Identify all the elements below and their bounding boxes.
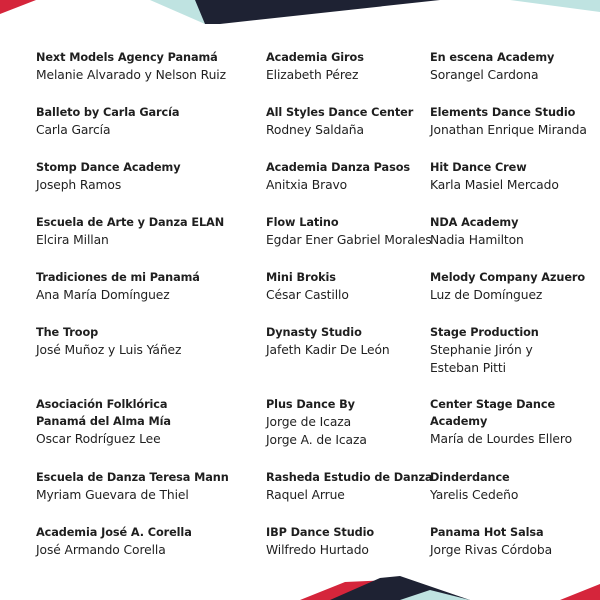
directory-entry [266, 214, 432, 249]
directory-entry [430, 159, 559, 194]
academy-name: Escuela de Arte y Danza ELAN [36, 216, 225, 229]
academy-name: Dynasty Studio [266, 326, 362, 339]
academy-name: Dinderdance [430, 471, 510, 484]
directory-entry [266, 396, 367, 449]
director-name: Myriam Guevara de Thiel [36, 488, 189, 502]
directory-entry [266, 104, 413, 139]
academy-name: Balleto by Carla García [36, 106, 180, 119]
academy-name: Academia José A. Corella [36, 526, 192, 539]
directory-entry [266, 159, 410, 194]
directory-entry [36, 49, 226, 84]
academy-name: IBP Dance Studio [266, 526, 375, 539]
director-name: Jorge de Icaza [266, 415, 352, 429]
directory-entry [36, 214, 224, 249]
director-name: Anitxia Bravo [266, 178, 348, 192]
academy-name: Flow Latino [266, 216, 339, 229]
director-name: Jorge Rivas Córdoba [430, 543, 553, 557]
director-name: Joseph Ramos [36, 178, 122, 192]
academy-name: Center Stage Dance [430, 398, 556, 411]
academy-name: Elements Dance Studio [430, 106, 576, 119]
bottom-red-right-shape [560, 584, 600, 600]
directory-entry [430, 214, 524, 249]
academy-name: NDA Academy [430, 216, 519, 229]
directory-entry [266, 269, 349, 304]
academy-name: Academia Giros [266, 51, 364, 64]
directory-entry [266, 49, 364, 84]
top-mint-right-shape [510, 0, 600, 12]
director-name: María de Lourdes Ellero [430, 432, 572, 446]
academy-name: All Styles Dance Center [266, 106, 414, 119]
top-red-shape [0, 0, 36, 14]
directory-entry [430, 104, 587, 139]
director-name: Karla Masiel Mercado [430, 178, 559, 192]
directory-entry [36, 159, 180, 194]
director-name: Elizabeth Pérez [266, 68, 359, 82]
director-name: César Castillo [266, 288, 349, 302]
academy-name: The Troop [36, 326, 99, 339]
academy-name: Melody Company Azuero [430, 271, 586, 284]
academy-name: Hit Dance Crew [430, 161, 527, 174]
director-name: Luz de Domínguez [430, 288, 543, 302]
academy-name: Tradiciones de mi Panamá [36, 271, 200, 284]
directory-entry [430, 49, 554, 84]
director-name: José Muñoz y Luis Yáñez [36, 343, 182, 357]
directory-entry [430, 324, 539, 377]
director-name: Nadia Hamilton [430, 233, 524, 247]
top-navy-shape [195, 0, 440, 24]
academy-name: Stomp Dance Academy [36, 161, 181, 174]
director-name: Carla García [36, 123, 111, 137]
academy-name: Next Models Agency Panamá [36, 51, 218, 64]
directory-entry [430, 396, 572, 448]
academy-name: Escuela de Danza Teresa Mann [36, 471, 229, 484]
directory-entry [430, 524, 552, 559]
directory-entry [36, 324, 181, 359]
directory-entry [266, 524, 374, 559]
director-name: Yarelis Cedeño [430, 488, 519, 502]
academy-name: Rasheda Estudio de Danza [266, 471, 433, 484]
director-name: Ana María Domínguez [36, 288, 170, 302]
director-name: Stephanie Jirón y [430, 343, 533, 357]
bottom-decoration [0, 570, 600, 600]
academy-name: Stage Production [430, 326, 539, 339]
directory-entry [36, 104, 179, 139]
director-name: Egdar Ener Gabriel Morales [266, 233, 432, 247]
directory-entry [430, 269, 585, 304]
director-name: Jonathan Enrique Miranda [430, 123, 587, 137]
directory-entry [266, 469, 432, 504]
director-name: José Armando Corella [36, 543, 166, 557]
academy-name: Academia Danza Pasos [266, 161, 410, 174]
director-name: Jafeth Kadir De León [266, 343, 390, 357]
directory-entry [430, 469, 518, 504]
academy-name: Mini Brokis [266, 271, 336, 284]
director-name: Wilfredo Hurtado [266, 543, 369, 557]
directory-entry [36, 269, 200, 304]
director-name: Jorge A. de Icaza [266, 433, 367, 447]
academy-name: Panama Hot Salsa [430, 526, 544, 539]
director-name: Esteban Pitti [430, 361, 506, 375]
director-name: Elcira Millan [36, 233, 109, 247]
academy-name: Panamá del Alma Mía [36, 415, 171, 428]
academy-name: Asociación Folklórica [36, 398, 168, 411]
academy-name: En escena Academy [430, 51, 555, 64]
academy-name: Academy [430, 415, 488, 428]
director-name: Melanie Alvarado y Nelson Ruiz [36, 68, 226, 82]
director-name: Sorangel Cardona [430, 68, 539, 82]
director-name: Oscar Rodríguez Lee [36, 432, 161, 446]
director-name: Raquel Arrue [266, 488, 345, 502]
academy-name: Plus Dance By [266, 398, 355, 411]
director-name: Rodney Saldaña [266, 123, 364, 137]
directory-entry [36, 396, 171, 448]
top-decoration [0, 0, 600, 30]
directory-entry [266, 324, 390, 359]
directory-entry [36, 524, 192, 559]
directory-entry [36, 469, 229, 504]
